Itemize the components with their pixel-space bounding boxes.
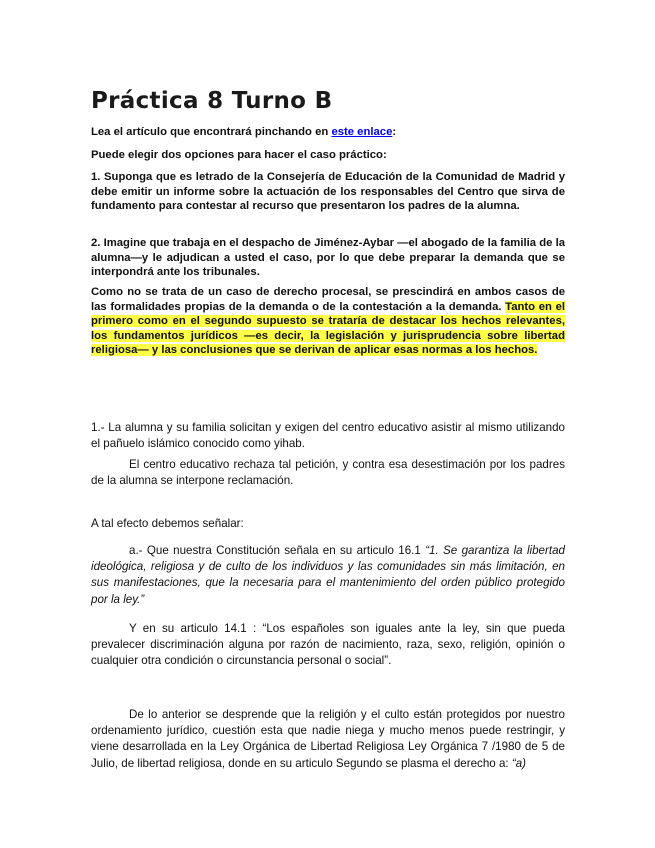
option-2: 2. Imagine que trabaja en el despacho de Jiménez-Aybar —el abogado de la familia de la alumna—y le adjudican a usted el caso, por lo que debe preparar la demanda que se interpondrá ante los tribunales. xyxy=(91,237,565,278)
procedural-note xyxy=(91,285,565,358)
answer-paragraph-2: El centro educativo rechaza tal petición, y contra esa desestimación por los padres de la alumna se interpone reclamación. xyxy=(91,458,565,488)
article-16-intro: a.- Que nuestra Constitución señala en su articulo 16.1 xyxy=(129,544,426,557)
intro-colon: : xyxy=(392,126,397,138)
constitution-article-16 xyxy=(91,543,565,608)
option-1: 1. Suponga que es letrado de la Consejería de Educación de la Comunidad de Madrid y debe emitir un informe sobre la actuación de los responsables del Centro que sirva de fundamento para contestar al recurso que presentaron los padres de la alumna. xyxy=(91,171,565,212)
religious-freedom-law-paragraph xyxy=(91,707,565,772)
options-heading: Puede elegir dos opciones para hacer el caso práctico: xyxy=(91,149,387,161)
highlighted-note: Tanto en el primero como en el segundo supuesto se trataría de destacar los hechos relevantes, los fundamentos jurídicos —es decir, la legislación y jurisprudencia sobre libertad religiosa— y las conclusiones que se derivan de aplicar esas normas a los hechos. xyxy=(91,300,565,356)
constitution-article-14: Y en su articulo 14.1 : “Los españoles son iguales ante la ley, sin que pueda prevalecer discriminación alguna por razón de nacimiento, raza, sexo, religión, opinión o cualquier otra condición o circunstancia personal o social”. xyxy=(91,622,565,668)
law-quote-start: “a) xyxy=(511,756,527,770)
law-paragraph-text: De lo anterior se desprende que la religión y el culto están protegidos por nuestro ordenamiento jurídico, cuestión esta que nadie niega y mucho menos puede restringir, y viene desarrollada en la Ley Orgánica de Libertad Religiosa Ley Orgánica 7 /1980 de 5 de Julio, de libertad religiosa, donde en su articulo Segundo se plasma el derecho a: xyxy=(91,708,565,770)
intro-paragraph xyxy=(91,125,565,140)
answer-paragraph-3: A tal efecto debemos señalar: xyxy=(91,517,244,530)
note-text: Como no se trata de un caso de derecho procesal, se prescindirá en ambos casos de las formalidades propias de la demanda o de la contestación a la demanda. xyxy=(91,286,565,313)
article-link[interactable]: este enlace xyxy=(331,126,393,138)
page-title: Práctica 8 Turno B xyxy=(91,88,333,114)
article-16-quote: “1. Se garantiza la libertad ideológica, religiosa y de culto de los individuos y las comunidades sin más limitación, en sus manifestaciones, que la necesaria para el mantenimiento del orden público protegido por la ley.” xyxy=(91,544,565,606)
intro-text: Lea el artículo que encontrará pinchando en xyxy=(91,126,332,138)
answer-paragraph-1: 1.- La alumna y su familia solicitan y exigen del centro educativo asistir al mismo utilizando el pañuelo islámico conocido como yihab. xyxy=(91,421,565,451)
